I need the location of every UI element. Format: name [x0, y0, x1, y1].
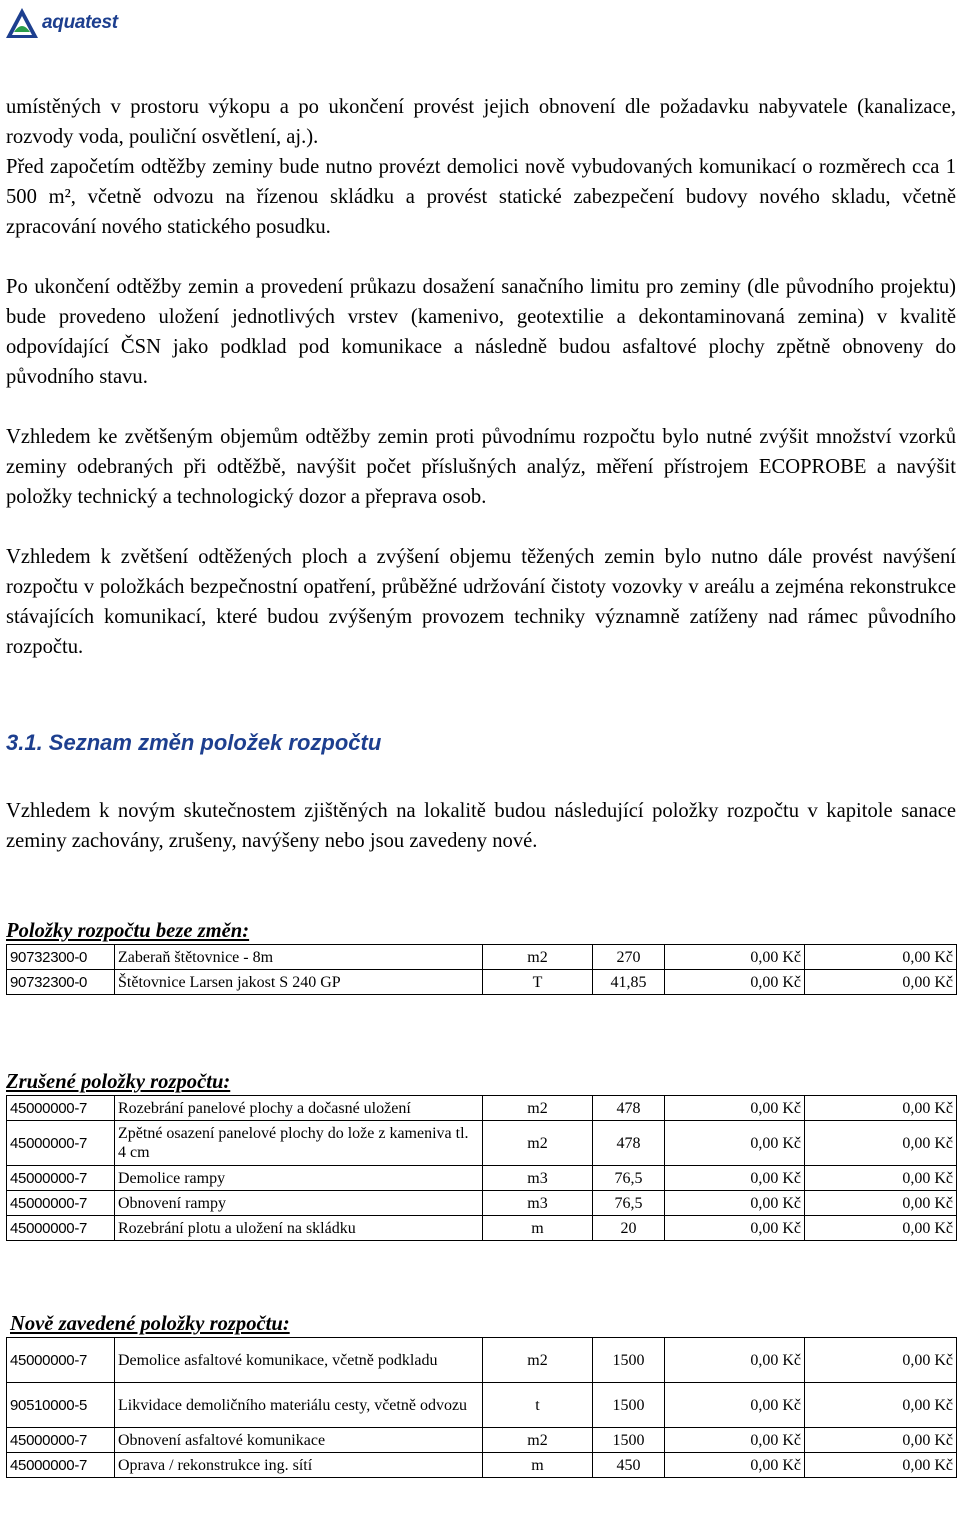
table-row [7, 970, 957, 995]
table-cell-code: 45000000-7 [7, 1096, 115, 1121]
table-cell-description: Demolice rampy [115, 1166, 483, 1191]
table-cell-unit-price: 0,00 Kč [665, 1338, 805, 1383]
table-cell-quantity: 76,5 [593, 1191, 665, 1216]
table-cell-code: 45000000-7 [7, 1428, 115, 1453]
table-cell-quantity: 270 [593, 945, 665, 970]
table-cell-total: 0,00 Kč [805, 1121, 957, 1166]
table-cell-description: Likvidace demoličního materiálu cesty, včetně odvozu [115, 1383, 483, 1428]
table-cell-code: 45000000-7 [7, 1216, 115, 1241]
table-cell-unit: m [483, 1453, 593, 1478]
table-new-items [6, 1337, 957, 1478]
paragraph-2: Před započetím odtěžby zeminy bude nutno provézt demolici nově vybudovaných komunikací o rozměrech cca 1 500 m², včetně odvozu na řízenou skládku a provést statické zabezpečení budovy nového skladu, včetně zpracování nového statického posudku. [6, 156, 956, 238]
table-cell-unit-price: 0,00 Kč [665, 945, 805, 970]
table-cell-quantity: 76,5 [593, 1166, 665, 1191]
table-cell-unit-price: 0,00 Kč [665, 1096, 805, 1121]
table-cell-quantity: 20 [593, 1216, 665, 1241]
table-cell-total: 0,00 Kč [805, 945, 957, 970]
table-cell-quantity: 450 [593, 1453, 665, 1478]
spacer [6, 392, 956, 422]
table-cell-total: 0,00 Kč [805, 1383, 957, 1428]
table-cell-unit: m2 [483, 1338, 593, 1383]
table-cell-description: Zaberaň štětovnice - 8m [115, 945, 483, 970]
table-cell-quantity: 41,85 [593, 970, 665, 995]
table-cell-quantity: 1500 [593, 1428, 665, 1453]
table-cell-code: 90510000-5 [7, 1383, 115, 1428]
table-cell-description: Rozebrání plotu a uložení na skládku [115, 1216, 483, 1241]
table-title-cancelled: Zrušené položky rozpočtu: [6, 1071, 231, 1093]
aquatest-logo-icon [4, 6, 40, 40]
table-row [7, 1216, 957, 1241]
table-row [7, 1428, 957, 1453]
table-cell-code: 90732300-0 [7, 945, 115, 970]
table-cell-unit: m2 [483, 1428, 593, 1453]
table-cell-total: 0,00 Kč [805, 970, 957, 995]
table-cell-unit: m2 [483, 1121, 593, 1166]
table-cell-code: 45000000-7 [7, 1453, 115, 1478]
spacer [6, 242, 956, 272]
table-cell-code: 45000000-7 [7, 1166, 115, 1191]
table-cell-total: 0,00 Kč [805, 1453, 957, 1478]
table-cell-unit: t [483, 1383, 593, 1428]
table-cell-unit-price: 0,00 Kč [665, 1191, 805, 1216]
table-cell-description: Obnovení rampy [115, 1191, 483, 1216]
table-cell-total: 0,00 Kč [805, 1216, 957, 1241]
table-cell-total: 0,00 Kč [805, 1096, 957, 1121]
table-cell-total: 0,00 Kč [805, 1166, 957, 1191]
table-cell-description: Oprava / rekonstrukce ing. sítí [115, 1453, 483, 1478]
table-cell-unit: T [483, 970, 593, 995]
table-cell-unit: m [483, 1216, 593, 1241]
table-cell-unit-price: 0,00 Kč [665, 1216, 805, 1241]
table-cell-description: Obnovení asfaltové komunikace [115, 1428, 483, 1453]
table-cell-total: 0,00 Kč [805, 1428, 957, 1453]
table-cell-unit-price: 0,00 Kč [665, 1428, 805, 1453]
table-cell-unit: m2 [483, 1096, 593, 1121]
table-cell-unit: m3 [483, 1166, 593, 1191]
table-cell-unit-price: 0,00 Kč [665, 970, 805, 995]
table-cell-total: 0,00 Kč [805, 1338, 957, 1383]
table-cell-unit: m2 [483, 945, 593, 970]
table-row [7, 1453, 957, 1478]
table-cell-quantity: 478 [593, 1096, 665, 1121]
table-cell-unit: m3 [483, 1191, 593, 1216]
table-cell-unit-price: 0,00 Kč [665, 1121, 805, 1166]
table-cell-unit-price: 0,00 Kč [665, 1453, 805, 1478]
table-row [7, 1383, 957, 1428]
table-row [7, 1338, 957, 1383]
paragraph-4: Vzhledem ke zvětšeným objemům odtěžby zemin proti původnímu rozpočtu bylo nutné zvýšit množství vzorků zeminy odebraných při odtěžbě, navýšit počet příslušných analýz, měření přístrojem ECOPROBE a navýšit položky technický a technologický dozor a přeprava osob. [6, 426, 956, 508]
table-cell-description: Demolice asfaltové komunikace, včetně podkladu [115, 1338, 483, 1383]
table-cell-description: Štětovnice Larsen jakost S 240 GP [115, 970, 483, 995]
table-cell-quantity: 1500 [593, 1338, 665, 1383]
table-cell-quantity: 1500 [593, 1383, 665, 1428]
table-row [7, 1096, 957, 1121]
table-row [7, 1166, 957, 1191]
table-cell-code: 45000000-7 [7, 1338, 115, 1383]
table-cell-unit-price: 0,00 Kč [665, 1166, 805, 1191]
table-title-new: Nově zavedené položky rozpočtu: [10, 1313, 290, 1335]
table-cell-quantity: 478 [593, 1121, 665, 1166]
table-row [7, 945, 957, 970]
paragraph-5: Vzhledem k zvětšení odtěžených ploch a zvýšení objemu těžených zemin bylo nutno dále provést navýšení rozpočtu v položkách bezpečnostní opatření, průběžné udržování čistoty vozovky v areálu a zejména rekonstrukce stávajících komunikací, které budou zvýšeným provozem techniky významně zatíženy nad rámec původního rozpočtu. [6, 546, 956, 658]
table-cell-unit-price: 0,00 Kč [665, 1383, 805, 1428]
table-cell-total: 0,00 Kč [805, 1191, 957, 1216]
section-intro: Vzhledem k novým skutečnostem zjištěných na lokalitě budou následující položky rozpočtu v kapitole sanace zeminy zachovány, zrušeny, navýšeny nebo jsou zavedeny nové. [6, 800, 956, 852]
paragraph-3: Po ukončení odtěžby zemin a provedení průkazu dosažení sanačního limitu pro zeminy (dle původního projektu) bude provedeno uložení jednotlivých vrstev (kamenivo, geotextilie a dekontaminovaná zemina) v kvalitě odpovídající ČSN jako podklad pod komunikace a následně budou asfaltové plochy zpětně obnoveny do původního stavu. [6, 276, 956, 388]
table-cell-code: 90732300-0 [7, 970, 115, 995]
table-cancelled-items [6, 1095, 957, 1241]
paragraph-1: umístěných v prostoru výkopu a po ukončení provést jejich obnovení dle požadavku nabyvatele (kanalizace, rozvody voda, pouliční osvětlení, aj.). [6, 96, 956, 148]
logo-text: aquatest [42, 12, 118, 33]
spacer [6, 512, 956, 542]
table-row [7, 1121, 957, 1166]
section-heading: 3.1. Seznam změn položek rozpočtu [6, 730, 382, 755]
table-cell-description: Rozebrání panelové plochy a dočasné uložení [115, 1096, 483, 1121]
table-title-unchanged: Položky rozpočtu beze změn: [6, 920, 250, 942]
table-unchanged-items [6, 944, 957, 995]
document-body [6, 92, 956, 1478]
company-logo [4, 4, 118, 42]
table-cell-description: Zpětné osazení panelové plochy do lože z kameniva tl. 4 cm [115, 1121, 483, 1166]
table-cell-code: 45000000-7 [7, 1191, 115, 1216]
table-row [7, 1191, 957, 1216]
table-cell-code: 45000000-7 [7, 1121, 115, 1166]
